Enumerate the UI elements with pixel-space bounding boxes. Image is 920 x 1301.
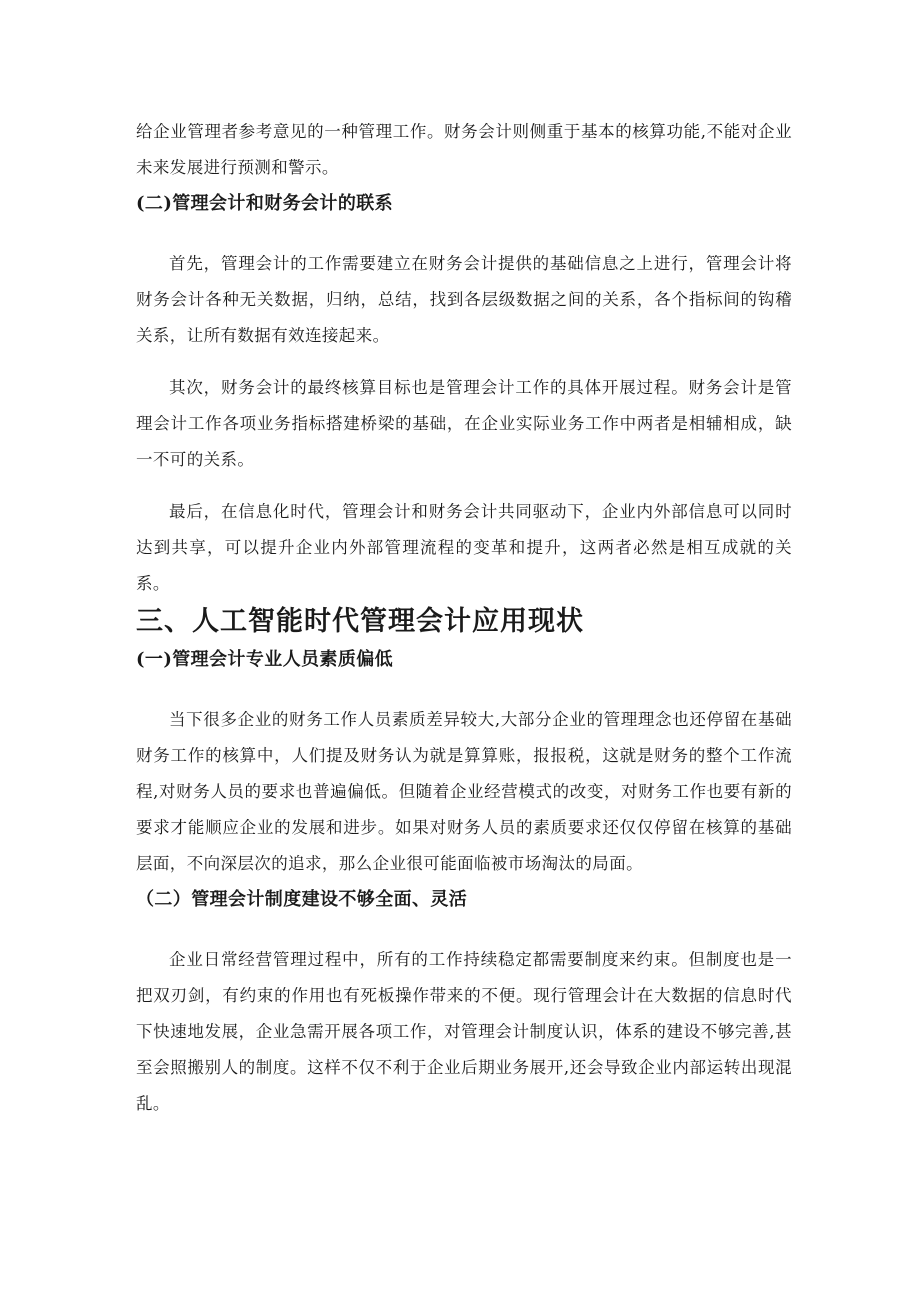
intro-paragraph: 给企业管理者参考意见的一种管理工作。财务会计则侧重于基本的核算功能,不能对企业未来发展进行预测和警示。 (136, 122, 792, 177)
second-paragraph: 其次，财务会计的最终核算目标也是管理会计工作的具体开展过程。财务会计是管理会计工作各项业务指标搭建桥梁的基础，在企业实际业务工作中两者是相辅相成，缺一不可的关系。 (136, 378, 792, 469)
first-paragraph: 首先，管理会计的工作需要建立在财务会计提供的基础信息之上进行，管理会计将财务会计各种无关数据，归纳，总结，找到各层级数据之间的关系，各个指标间的钩稽关系，让所有数据有效连接起来。 (136, 254, 792, 345)
last-paragraph: 最后，在信息化时代，管理会计和财务会计共同驱动下，企业内外部信息可以同时达到共享，可以提升企业内外部管理流程的变革和提升，这两者必然是相互成就的关系。 (136, 502, 792, 593)
relation-heading: (二)管理会计和财务会计的联系 (136, 193, 394, 214)
quality-paragraph: 当下很多企业的财务工作人员素质差异较大,大部分企业的管理理念也还停留在基础财务工作的核算中，人们提及财务认为就是算算账，报报税，这就是财务的整个工作流程,对财务人员的要求也普遍偏低。但随着企业经营模式的改变，对财务工作也要有新的要求才能顺应企业的发展和进步。如果对财务人员的素质要求还仅仅停留在核算的基础层面，不向深层次的追求，那么企业很可能面临被市场淘汰的局面。 (136, 710, 792, 873)
system-heading: （二）管理会计制度建设不够全面、灵活 (136, 889, 468, 910)
document-page (136, 114, 792, 1122)
quality-heading: (一)管理会计专业人员素质偏低 (136, 649, 394, 670)
system-paragraph: 企业日常经营管理过程中，所有的工作持续稳定都需要制度来约束。但制度也是一把双刃剑，有约束的作用也有死板操作带来的不便。现行管理会计在大数据的信息时代下快速地发展，企业急需开展各项工作，对管理会计制度认识，体系的建设不够完善,甚至会照搬别人的制度。这样不仅不利于企业后期业务展开,还会导致企业内部运转出现混乱。 (136, 950, 792, 1113)
section-three-heading: 三、人工智能时代管理会计应用现状 (136, 606, 584, 637)
